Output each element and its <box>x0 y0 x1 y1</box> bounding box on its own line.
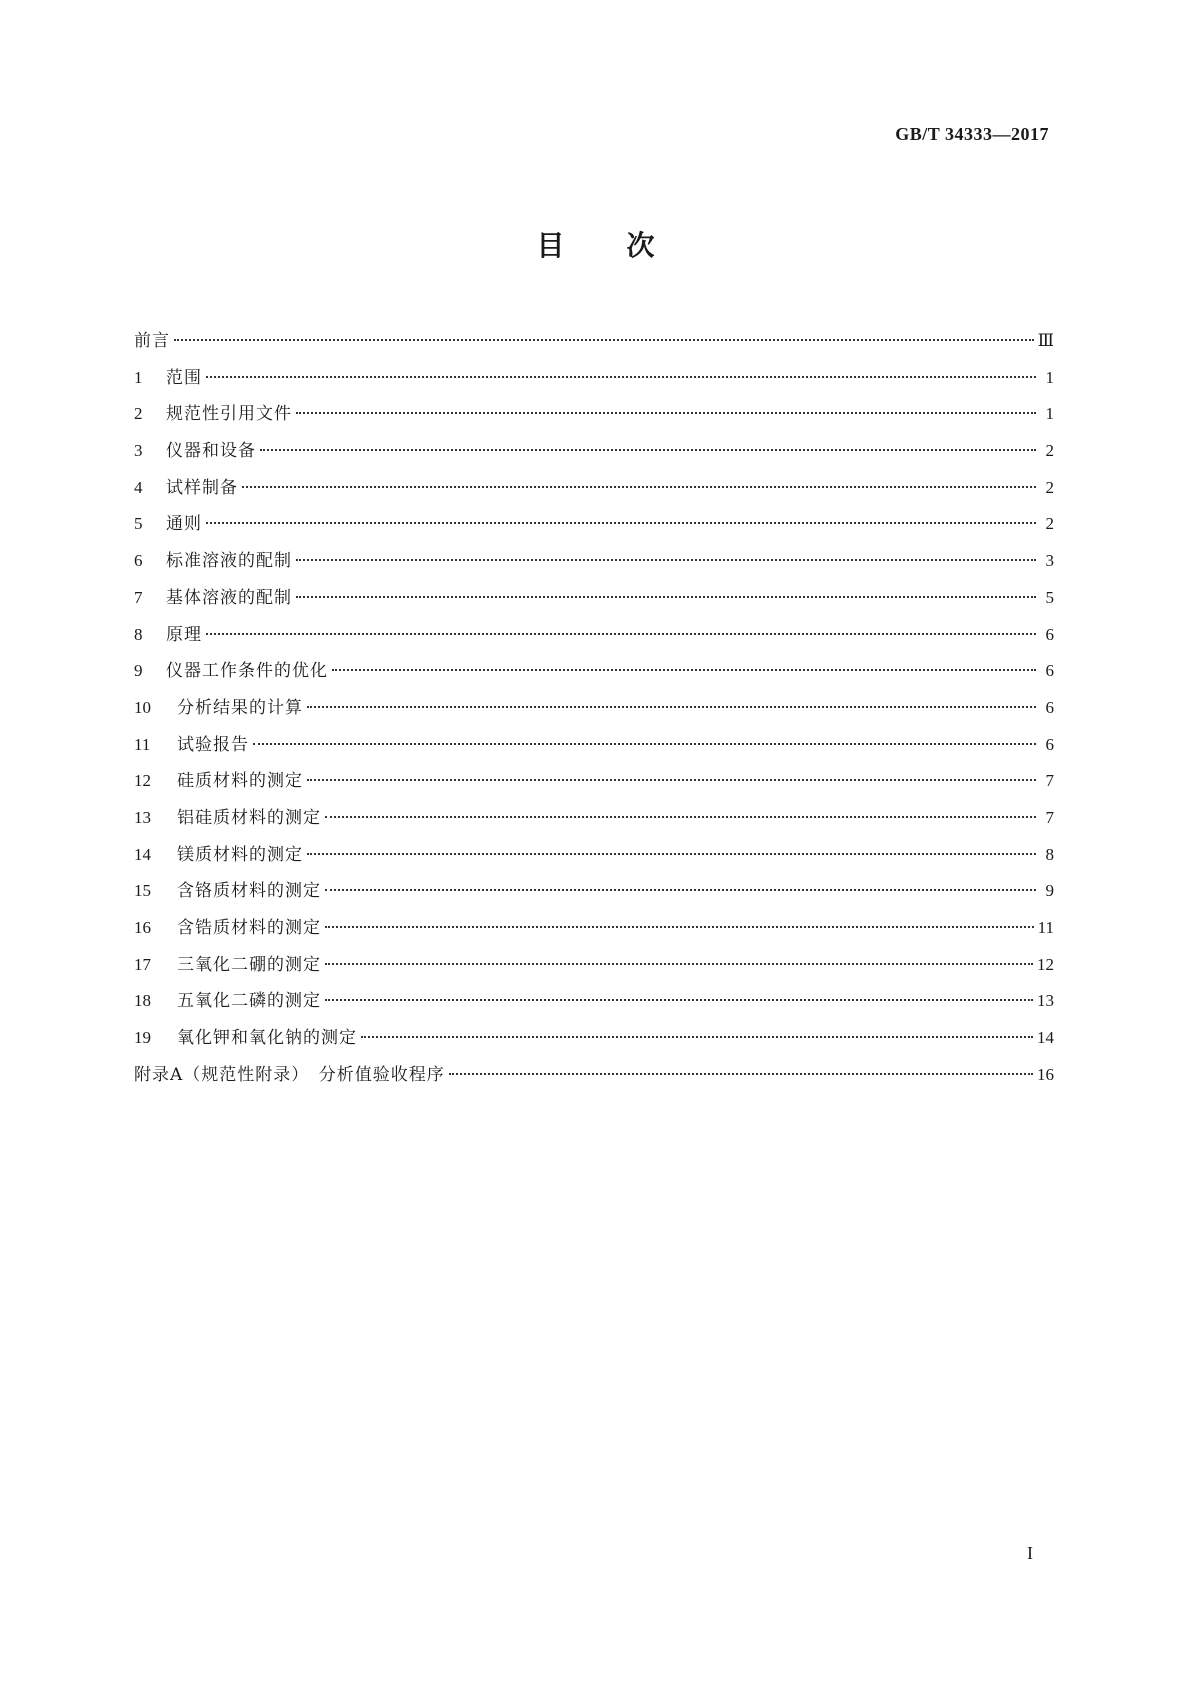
toc-entry[interactable] <box>134 583 1054 620</box>
toc-entry-label: 含铬质材料的测定 <box>177 881 321 902</box>
toc-entry-foreword[interactable] <box>134 326 1054 363</box>
toc-entry-page: 2 <box>1045 441 1054 461</box>
dot-leader <box>449 1073 1033 1075</box>
dot-leader <box>325 999 1033 1001</box>
toc-entry[interactable] <box>134 620 1054 657</box>
toc-entry-label: 含锆质材料的测定 <box>177 918 321 938</box>
toc-entry-page: 8 <box>1045 844 1054 864</box>
toc-entry-label: 三氧化二硼的测定 <box>177 954 321 975</box>
toc-entry-label: 原理 <box>166 624 202 645</box>
toc-entry-label: 通则 <box>166 514 202 535</box>
toc-entry[interactable] <box>134 986 1054 1023</box>
toc-entry-number: 4 <box>134 477 143 497</box>
toc-entry[interactable] <box>134 913 1054 950</box>
toc-entry[interactable] <box>134 473 1054 510</box>
page-title: 目次 <box>536 229 717 262</box>
toc-entry-page: 1 <box>1045 404 1054 424</box>
toc-entry-label: 前言 <box>134 331 170 351</box>
toc-entry[interactable] <box>134 509 1054 546</box>
toc-entry-label: 氧化钾和氧化钠的测定 <box>177 1028 357 1049</box>
toc-entry-number: 11 <box>134 734 151 754</box>
toc-entry-page: 6 <box>1045 661 1054 681</box>
toc-entry-page: 9 <box>1045 881 1054 901</box>
toc-entry-label: 试样制备 <box>166 477 238 498</box>
toc-entry-label: 仪器工作条件的优化 <box>166 661 328 682</box>
toc-entry[interactable] <box>134 436 1054 473</box>
toc-entry-page: 7 <box>1045 807 1054 827</box>
toc-entry-label: 铝硅质材料的测定 <box>177 807 321 828</box>
dot-leader <box>332 669 1036 671</box>
toc-entry-number: 1 <box>134 367 143 387</box>
toc-entry-number: 14 <box>134 844 151 864</box>
toc-entry-page: 7 <box>1045 771 1054 791</box>
toc-entry[interactable] <box>134 803 1054 840</box>
toc-entry-label: 标准溶液的配制 <box>166 551 292 572</box>
toc-entry-label: 硅质材料的测定 <box>177 771 303 792</box>
toc-entry-number: 7 <box>134 587 143 607</box>
dot-leader <box>242 486 1036 488</box>
dot-leader <box>174 339 1034 341</box>
toc-entry-number: 18 <box>134 991 151 1011</box>
toc-entry[interactable] <box>134 766 1054 803</box>
toc-entry[interactable] <box>134 876 1054 913</box>
toc-entry-page: 6 <box>1045 697 1054 717</box>
toc-entry-page: 2 <box>1045 477 1054 497</box>
dot-leader <box>260 449 1036 451</box>
dot-leader <box>307 853 1036 855</box>
toc-entry-label: 镁质材料的测定 <box>177 844 303 865</box>
dot-leader <box>296 596 1036 598</box>
toc-entry[interactable] <box>134 546 1054 583</box>
toc-entry-page: 2 <box>1045 514 1054 534</box>
dot-leader <box>325 926 1034 928</box>
toc-entry-page: 16 <box>1037 1064 1054 1084</box>
toc-entry-page: 13 <box>1037 991 1054 1011</box>
table-of-contents <box>134 326 1054 1096</box>
toc-entry-page: Ⅲ <box>1037 331 1054 350</box>
toc-entry-label: 分析结果的计算 <box>177 697 303 718</box>
toc-entry-number: 3 <box>134 441 143 461</box>
toc-entry-number: 13 <box>134 807 151 827</box>
toc-entry-number: 10 <box>134 697 151 717</box>
toc-entry-number: 15 <box>134 881 151 901</box>
toc-entry-number: 5 <box>134 514 143 534</box>
toc-entry-annex-a[interactable] <box>134 1060 1054 1097</box>
dot-leader <box>296 412 1036 414</box>
dot-leader <box>206 522 1036 524</box>
toc-entry-label: 规范性引用文件 <box>166 404 292 425</box>
dot-leader <box>206 376 1036 378</box>
toc-entry[interactable] <box>134 656 1054 693</box>
dot-leader <box>325 889 1036 891</box>
toc-entry-label: 五氧化二磷的测定 <box>177 991 321 1012</box>
toc-entry[interactable] <box>134 730 1054 767</box>
standard-number: GB/T 34333—2017 <box>895 124 1049 144</box>
dot-leader <box>307 779 1036 781</box>
toc-entry-label: 试验报告 <box>177 734 249 755</box>
toc-entry[interactable] <box>134 840 1054 877</box>
dot-leader <box>206 633 1036 635</box>
toc-entry-number: 12 <box>134 771 151 791</box>
page-number: I <box>1027 1543 1033 1563</box>
toc-entry-number: 17 <box>134 954 151 974</box>
toc-entry-page: 6 <box>1045 624 1054 644</box>
toc-entry-page: 12 <box>1037 954 1054 974</box>
toc-entry-number: 6 <box>134 551 143 571</box>
toc-entry-label: 范围 <box>166 367 202 388</box>
dot-leader <box>307 706 1036 708</box>
toc-entry-page: 14 <box>1037 1028 1054 1048</box>
toc-entry-page: 11 <box>1037 918 1054 937</box>
toc-entry[interactable] <box>134 693 1054 730</box>
toc-entry-number: 8 <box>134 624 143 644</box>
toc-entry-label: 基体溶液的配制 <box>166 587 292 608</box>
dot-leader <box>253 743 1036 745</box>
toc-entry-number: 16 <box>134 918 151 937</box>
toc-entry-number: 9 <box>134 661 143 681</box>
toc-entry-label: 附录A（规范性附录） 分析值验收程序 <box>134 1064 445 1085</box>
toc-entry[interactable] <box>134 1023 1054 1060</box>
toc-entry[interactable] <box>134 363 1054 400</box>
toc-entry-number: 19 <box>134 1028 151 1048</box>
toc-entry-page: 6 <box>1045 734 1054 754</box>
toc-entry-page: 3 <box>1045 551 1054 571</box>
dot-leader <box>361 1036 1033 1038</box>
toc-entry[interactable] <box>134 399 1054 436</box>
toc-entry[interactable] <box>134 950 1054 987</box>
dot-leader <box>296 559 1036 561</box>
toc-entry-page: 1 <box>1045 367 1054 387</box>
dot-leader <box>325 816 1036 818</box>
toc-entry-number: 2 <box>134 404 143 424</box>
toc-entry-label: 仪器和设备 <box>166 441 256 462</box>
toc-entry-page: 5 <box>1045 587 1054 607</box>
dot-leader <box>325 963 1033 965</box>
